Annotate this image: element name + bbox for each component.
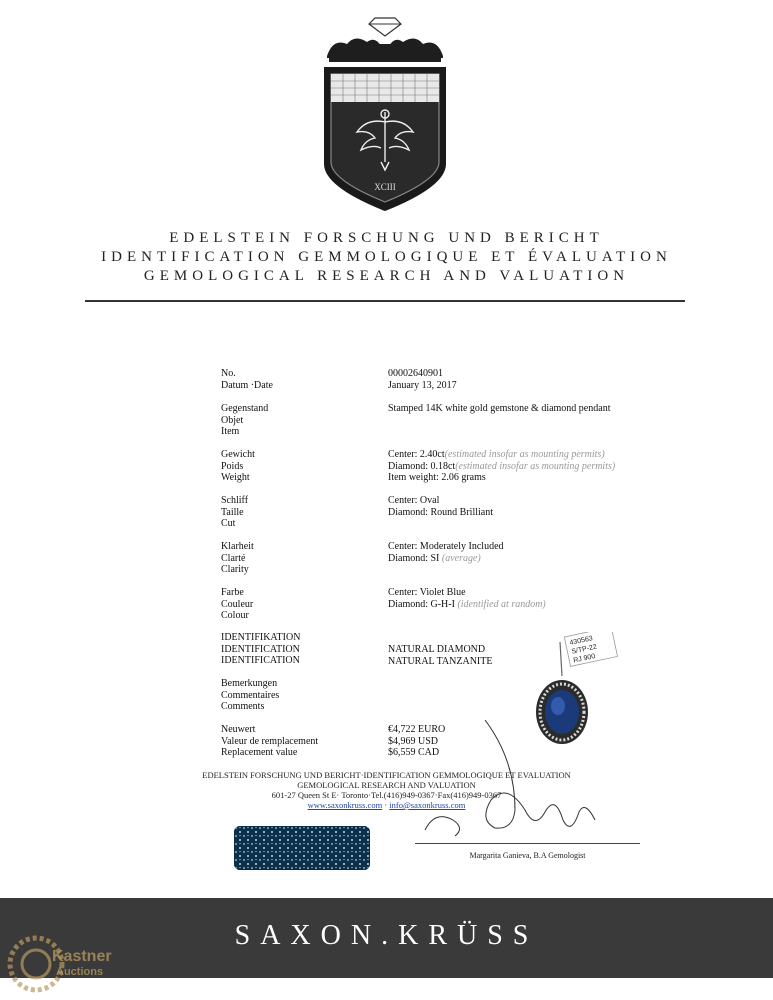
- clarity-labels: Klarheit Clarté Clarity: [221, 541, 254, 575]
- signature-line: [415, 843, 640, 844]
- header-line-french: IDENTIFICATION GEMMOLOGIQUE ET ÉVALUATION: [101, 249, 672, 265]
- identification-labels: IDENTIFIKATION IDENTIFICATION IDENTIFICATION: [221, 632, 301, 666]
- header-divider: [85, 300, 685, 302]
- weight-values: Center: 2.40ct(estimated insofar as mounting permits) Diamond: 0.18ct(estimated insofar as mounting permits) Item weight: 2.06 grams: [388, 449, 616, 483]
- footer-address: 601-27 Queen St E· Toronto·Tel.(416)949-0367·Fax(416)949-0367: [271, 790, 502, 800]
- svg-text:S/TP-22: S/TP-22: [570, 643, 598, 656]
- footer-links: www.saxonkruss.com · info@saxonkruss.com: [307, 800, 466, 810]
- svg-text:XCIII: XCIII: [374, 182, 396, 192]
- header-line-german: EDELSTEIN FORSCHUNG UND BERICHT: [169, 230, 604, 246]
- clarity-values: Center: Moderately Included Diamond: SI (average): [388, 541, 504, 564]
- crest-logo: [315, 14, 455, 214]
- colour-labels: Farbe Couleur Colour: [221, 587, 254, 621]
- email-link[interactable]: info@saxonkruss.com: [389, 800, 466, 810]
- shield: [325, 68, 445, 210]
- svg-text:430563: 430563: [569, 635, 594, 647]
- number-labels: No. Datum ·Date: [221, 368, 273, 391]
- weight-labels: Gewicht Poids Weight: [221, 449, 255, 483]
- diamond-icon: [369, 18, 401, 36]
- hologram-seal: [234, 826, 370, 870]
- cut-values: Center: Oval Diamond: Round Brilliant: [388, 495, 493, 518]
- footer-line-2: GEMOLOGICAL RESEARCH AND VALUATION: [297, 780, 476, 790]
- website-link[interactable]: www.saxonkruss.com: [307, 800, 383, 810]
- item-labels: Gegenstand Objet Item: [221, 403, 269, 437]
- griffin-band: [327, 38, 443, 62]
- item-values: Stamped 14K white gold gemstone & diamond pendant: [388, 403, 611, 414]
- signatory-name: Margarita Ganieva, B.A Gemologist: [469, 851, 586, 860]
- identification-values: NATURAL DIAMOND NATURAL TANZANITE: [388, 644, 493, 667]
- cut-labels: Schliff Taille Cut: [221, 495, 249, 529]
- colour-values: Center: Violet Blue Diamond: G-H-I (identified at random): [388, 587, 546, 610]
- watermark-subtext: Auctions: [56, 966, 104, 978]
- header-line-english: GEMOLOGICAL RESEARCH AND VALUATION: [143, 268, 630, 284]
- comments-labels: Bemerkungen Commentaires Comments: [221, 678, 280, 712]
- price-tag: [564, 632, 617, 666]
- brand-name: SAXON.KRÜSS: [234, 920, 539, 951]
- number-values: 00002640901 January 13, 2017: [388, 368, 457, 391]
- svg-text:RJ 900: RJ 900: [572, 653, 596, 665]
- watermark-text: Kastner: [52, 948, 112, 965]
- replacement-labels: Neuwert Valeur de remplacement Replacement value: [221, 724, 319, 758]
- footer-line-1: EDELSTEIN FORSCHUNG UND BERICHT·IDENTIFICATION GEMMOLOGIQUE ET EVALUATION: [202, 770, 571, 780]
- replacement-values: €4,722 EURO $4,969 USD $6,559 CAD: [388, 724, 446, 758]
